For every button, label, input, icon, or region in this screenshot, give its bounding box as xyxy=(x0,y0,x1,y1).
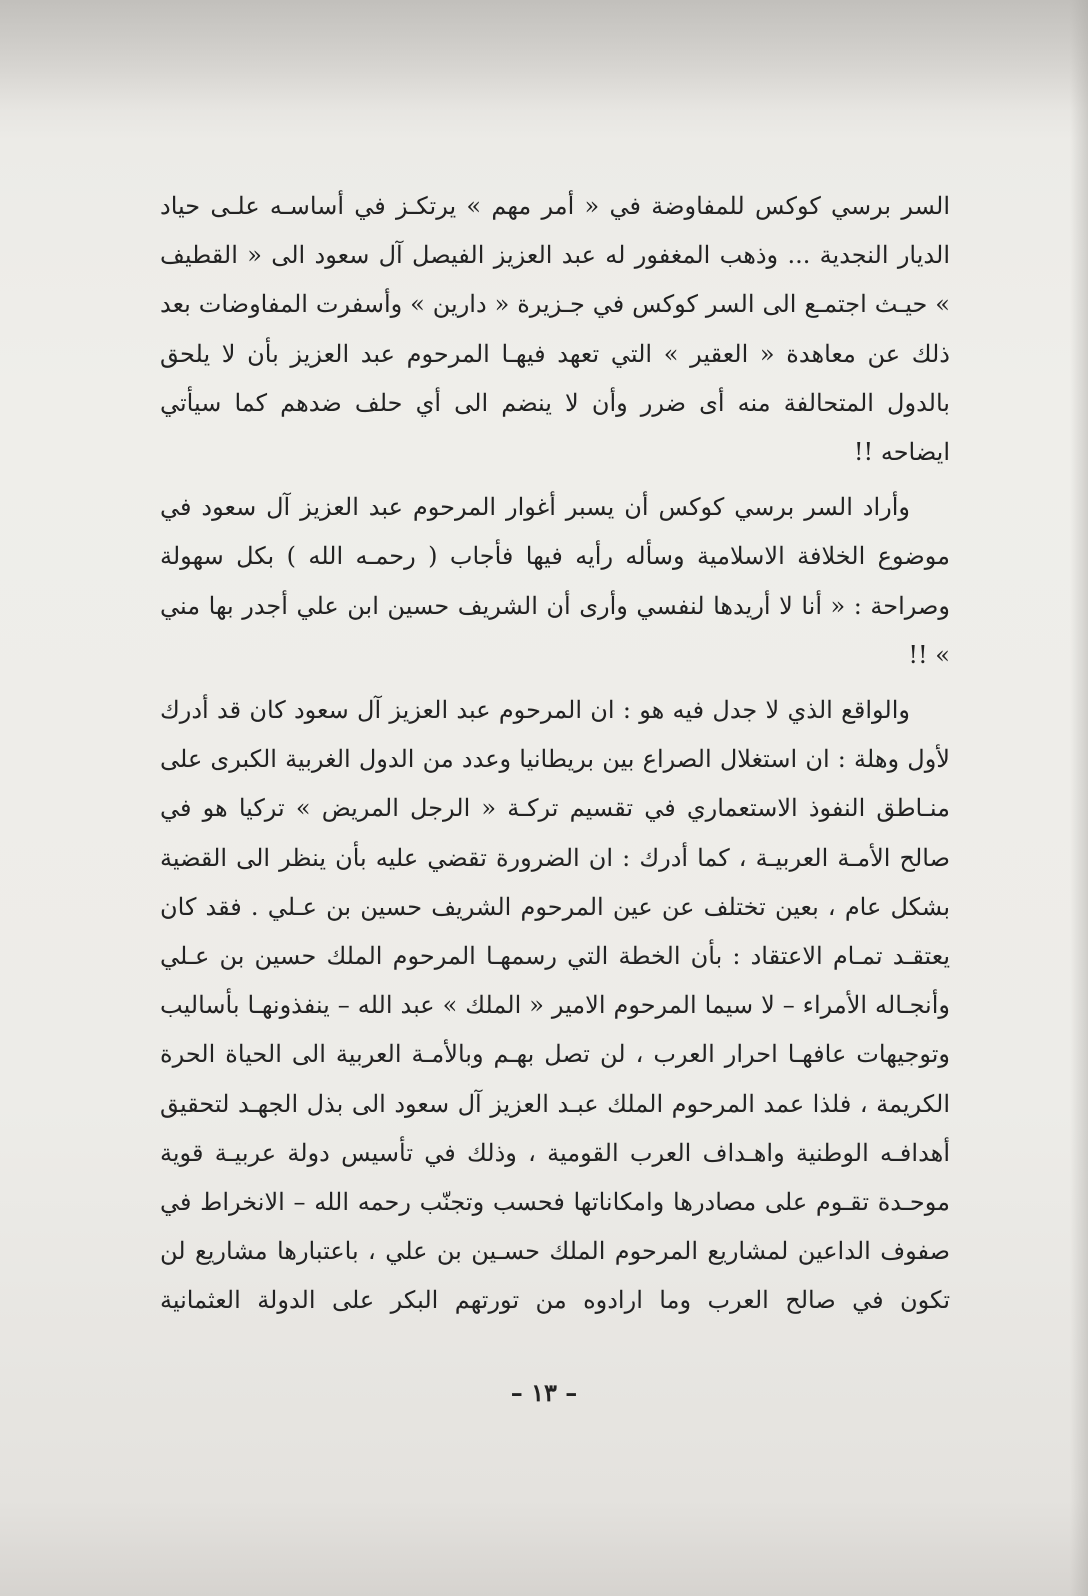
paragraph-2: وأراد السر برسي كوكس أن يسبر أغوار المرحوم عبد العزيز آل سعود في موضوع الخلافة الاسلامية وسأله رأيه فيها فأجاب ( رحمـه الله ) بكل سهولة وصراحة : « أنا لا أريدها لنفسي وأرى أن الشريف حسين ابن علي أجدر بها مني » !! xyxy=(160,493,950,669)
paragraph-3: والواقع الذي لا جدل فيه هو : ان المرحوم عبد العزيز آل سعود كان قد أدرك لأول وهلة : ان استغلال الصراع بين بريطانيا وعدد من الدول الغربية الكبرى على منـاطق النفوذ الاستعماري في تقسيم تركـة « الرجل المريض » تركيا هو في صالح الأمـة العربيـة ، كما أدرك : ان الضرورة تقضي عليه بأن ينظر الى القضية بشكل عام ، بعين تختلف عن عين المرحوم الشريف حسين بن عـلي . فقد كان يعتقـد تمـام الاعتقاد : بأن الخطة التي رسمهـا المرحوم الملك حسين بن عـلي وأنجـاله الأمراء – لا سيما المرحوم الامير « الملك » عبد الله – ينفذونهـا بأساليب وتوجيهات عافهـا احرار العرب ، لن تصل بهـم وبالأمـة العربية الى الحياة الحرة الكريمة ، فلذا عمد المرحوم الملك عبـد العزيز آل سعود الى بذل الجهـد لتحقيق أهدافـه الوطنية واهـداف العرب القومية ، وذلك في تأسيس دولة عربيـة قوية موحـدة تقـوم على مصادرها وامكاناتها فحسب وتجنّب رحمه الله – الانخراط في صفوف الداعين لمشاريع المرحوم الملك حسـين بن علي ، باعتبارها مشاريع لن تكون في صالح العرب وما ارادوه من تورتهم البكر على الدولة العثمانية xyxy=(160,696,951,1315)
page-edge-shadow xyxy=(1070,0,1088,1596)
page-top-shadow xyxy=(0,0,1088,110)
body-text xyxy=(160,182,950,1326)
page-number: – ١٣ – xyxy=(510,1378,578,1407)
paragraph-1: السر برسي كوكس للمفاوضة في « أمر مهم » يرتكـز في أساسـه علـى حياد الديار النجدية ... وذهب المغفور له عبد العزيز الفيصل آل سعود الى « القطيف » حيـث اجتمـع الى السر كوكس في جـزيرة « دارين » وأسفرت المفاوضات بعد ذلك عن معاهدة « العقير » التي تعهد فيهـا المرحوم عبد العزيز بأن لا يلحق بالدول المتحالفة منه أى ضرر وأن لا ينضم الى أي حلف ضدهم كما سيأتي ايضاحه !! xyxy=(160,192,951,467)
